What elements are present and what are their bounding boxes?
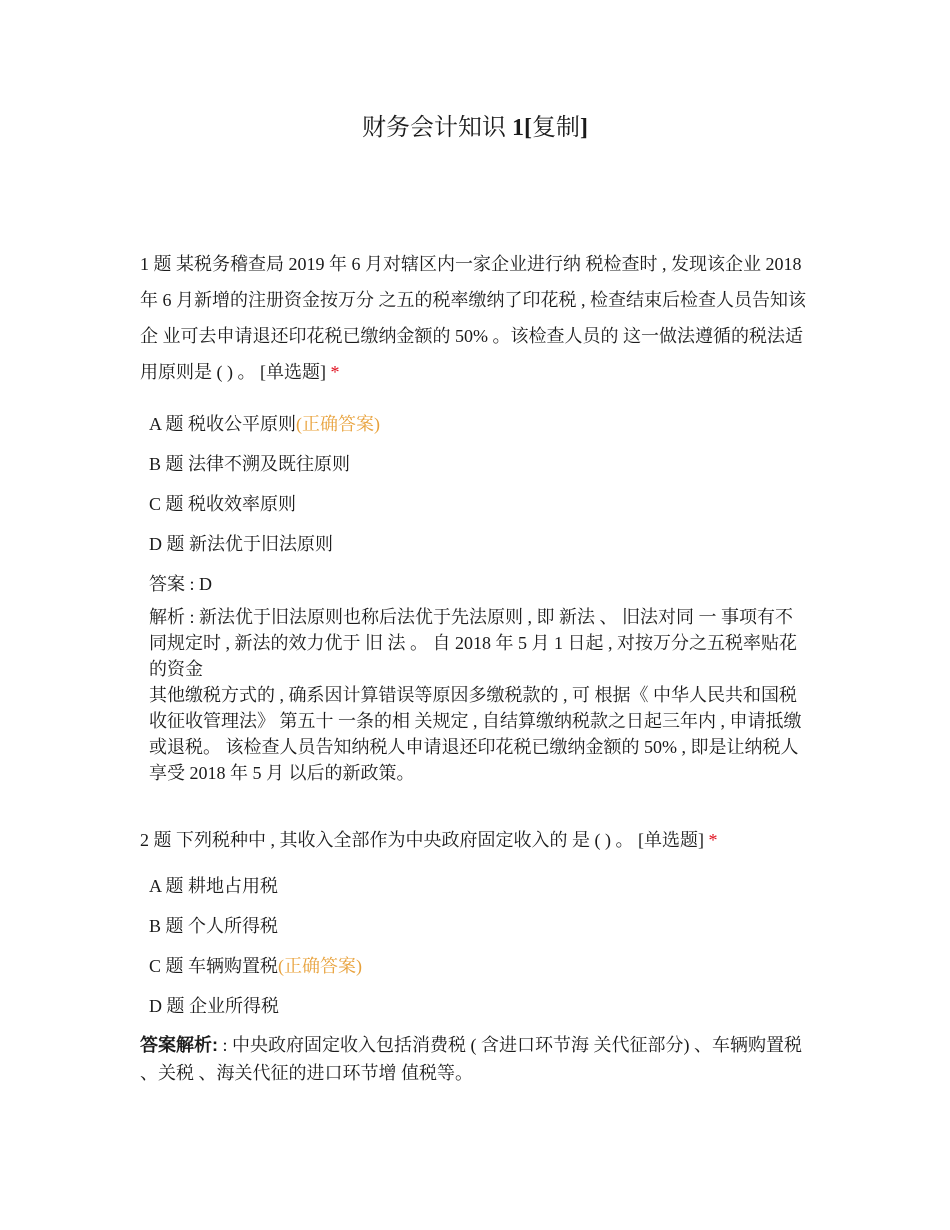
option-label: C 题 车辆购置税	[149, 956, 279, 976]
page-title	[0, 112, 950, 144]
question-1	[140, 246, 812, 390]
correct-answer-tag: (正确答案)	[278, 956, 363, 976]
option-label: A 题 税收公平原则	[149, 414, 297, 434]
analysis-paragraph-1: 解析 : 新法优于旧法原则也称后法优于先法原则 , 即 新法 、 旧法对同 一 事项有不同规定时 , 新法的效力优于 旧 法 。 自 2018 年 5 月 1 日起 , 对按万分之五税率贴花的资金	[149, 607, 797, 679]
title-copy-label: 复制	[532, 115, 580, 141]
question-text: 2 题 下列税种中 , 其收入全部作为中央政府固定收入的 是 ( ) 。 [单选题]	[140, 830, 704, 850]
title-bracket: ]	[580, 115, 588, 141]
title-text: 财务会计知识	[362, 115, 512, 141]
option-a[interactable]	[149, 412, 380, 436]
question-text: 1 题 某税务稽查局 2019 年 6 月对辖区内一家企业进行纳 税检查时 , 发现该企业 2018 年 6 月新增的注册资金按万分 之五的税率缴纳了印花税 , 检查结束后检查人员告知该企 业可去申请退还印花税已缴纳金额的 50% 。该检查人员的 这一做法遵循的税法适用原则是 ( ) 。 [单选题]	[140, 254, 806, 382]
option-b[interactable]	[149, 914, 278, 938]
analysis-paragraph-2: 其他缴税方式的 , 确系因计算错误等原因多缴税款的 , 可 根据《 中华人民共和国税收征收管理法》 第五十 一条的相 关规定 , 自结算缴纳税款之日起三年内 , 申请抵缴或退税。 该检查人员告知纳税人申请退还印花税已缴纳金额的 50% , 即是让纳税人享受 2018 年 5 月 以后的新政策。	[149, 685, 802, 783]
option-c[interactable]	[149, 492, 296, 516]
explanation-text: : 中央政府固定收入包括消费税 ( 含进口环节海 关代征部分) 、车辆购置税 、关税 、海关代征的进口环节增 值税等。	[140, 1035, 802, 1083]
option-b[interactable]	[149, 452, 350, 476]
option-label: B 题 个人所得税	[149, 916, 279, 936]
option-label: C 题 税收效率原则	[149, 494, 297, 514]
explanation-label: 答案解析:	[140, 1035, 218, 1055]
required-mark: *	[708, 830, 718, 850]
question-2	[140, 822, 812, 858]
answer-explanation	[140, 1031, 810, 1087]
required-mark: *	[330, 362, 340, 382]
option-d[interactable]	[149, 994, 279, 1018]
option-c[interactable]	[149, 954, 362, 978]
option-label: B 题 法律不溯及既往原则	[149, 454, 351, 474]
option-label: D 题 新法优于旧法原则	[149, 534, 333, 554]
answer-line: 答案 : D	[149, 574, 212, 594]
option-label: D 题 企业所得税	[149, 996, 279, 1016]
option-d[interactable]	[149, 532, 333, 556]
title-number: 1[	[512, 115, 532, 141]
analysis-block	[149, 604, 809, 786]
option-a[interactable]	[149, 874, 278, 898]
option-label: A 题 耕地占用税	[149, 876, 279, 896]
correct-answer-tag: (正确答案)	[296, 414, 381, 434]
